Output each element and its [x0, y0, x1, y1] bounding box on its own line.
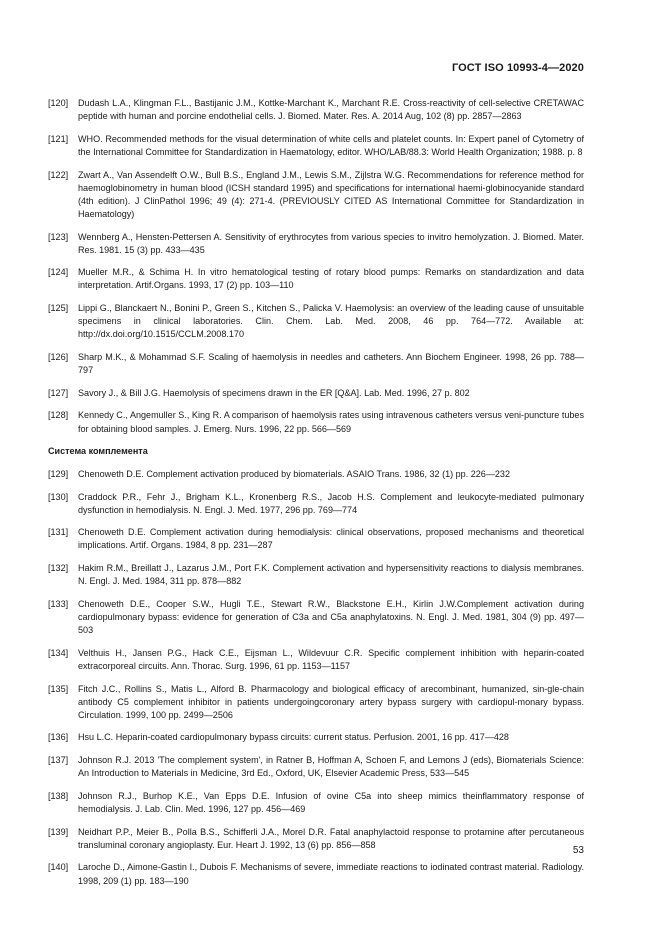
- reference-item: [48, 598, 584, 637]
- reference-text: WHO. Recommended methods for the visual determination of white cells and platelet counts. In: Expert panel of Cytometry of the International Committee for Standardization in Haematology, editor. WHO/LAB/88.3: World Health Organization; 1988. p. 8: [78, 133, 584, 157]
- standard-header: ГОСТ ISO 10993-4—2020: [451, 62, 584, 74]
- reference-item: [48, 169, 584, 221]
- reference-text: Dudash L.A., Klingman F.L., Bastijanic J.M., Kottke-Marchant K., Marchant R.E. Cross-reactivity of cell-selective CRETAWAC peptide with human and porcine endothelial cells. J. Biomed. Mater. Res. A. 2014 Aug, 102 (8) pp. 2857—2863: [78, 98, 584, 122]
- reference-number: [140]: [48, 862, 69, 873]
- reference-item: [48, 562, 584, 588]
- reference-number: [125]: [48, 303, 69, 314]
- reference-number: [130]: [48, 491, 69, 502]
- reference-number: [133]: [48, 598, 69, 609]
- reference-item: [48, 754, 584, 780]
- reference-number: [123]: [48, 231, 69, 242]
- reference-text: Hsu L.C. Heparin-coated cardiopulmonary bypass circuits: current status. Perfusion. 2001, 16 pp. 417—428: [78, 732, 509, 743]
- reference-item: [48, 231, 584, 257]
- reference-text: Kennedy C., Angemuller S., King R. A comparison of haemolysis rates using intravenous catheters versus veni-puncture tubes for obtaining blood samples. J. Emerg. Nurs. 1996, 22 pp. 566—569: [78, 410, 584, 434]
- reference-number: [132]: [48, 563, 69, 574]
- reference-text: Chenoweth D.E., Cooper S.W., Hugli T.E., Stewart R.W., Blackstone E.H., Kirlin J.W.Complement activation during cardiopulmonary bypass: evidence for generation of C3a and C5a anaphylatoxins. N. Engl. J. Med. 1981, 304 (9) pp. 497—503: [78, 598, 584, 636]
- page-number: 53: [572, 845, 584, 856]
- reference-number: [135]: [48, 683, 69, 694]
- reference-text: Sharp M.K., & Mohammad S.F. Scaling of haemolysis in needles and catheters. Ann Biochem Engineer. 1998, 26 pp. 788—797: [78, 351, 584, 376]
- reference-item: [48, 731, 584, 744]
- reference-item: [48, 526, 584, 552]
- reference-number: [138]: [48, 790, 69, 801]
- reference-item: [48, 861, 584, 887]
- reference-text: Wennberg A., Hensten-Pettersen A. Sensitivity of erythrocytes from various species to invitro hemolyzation. J. Biomed. Mater. Res. 1981. 15 (3) pp. 433—435: [78, 231, 584, 255]
- reference-number: [136]: [48, 732, 69, 743]
- reference-text: Craddock P.R., Fehr J., Brigham K.L., Kronenberg R.S., Jacob H.S. Complement and leukocyte-mediated pulmonary dysfunction in hemodialysis. N. Engl. J. Med. 1977, 296 pp. 769—774: [78, 491, 584, 515]
- reference-list: [48, 97, 584, 897]
- reference-text: Mueller M.R., & Schima H. In vitro hematological testing of rotary blood pumps: Remarks on standardization and data interpretation. Artif.Organs. 1993, 17 (2) pp. 103—110: [78, 267, 584, 291]
- reference-item: [48, 133, 584, 159]
- reference-number: [134]: [48, 647, 69, 658]
- reference-item: [48, 790, 584, 816]
- reference-number: [121]: [48, 133, 69, 144]
- reference-number: [120]: [48, 98, 69, 108]
- reference-item: [48, 491, 584, 517]
- reference-text: Neidhart P.P., Meier B., Polla B.S., Schifferli J.A., Morel D.R. Fatal anaphylactoid response to protamine after percutaneous transluminal coronary angioplasty. Eur. Heart J. 1992, 13 (6) pp. 856—858: [78, 826, 584, 850]
- reference-number: [137]: [48, 755, 69, 766]
- reference-text: Johnson R.J. 2013 'The complement system', in Ratner B, Hoffman A, Schoen F, and Lemons J (eds), Biomaterials Science: An Introduction to Materials in Medicine, 3rd Ed., Oxford, UK, Elsevier Academic Press, 533—545: [78, 755, 584, 779]
- reference-number: [129]: [48, 468, 69, 479]
- reference-item: [48, 97, 584, 123]
- reference-item: [48, 302, 584, 341]
- section-title: Система комплемента: [48, 446, 148, 457]
- reference-text: Savory J., & Bill J.G. Haemolysis of specimens drawn in the ER [Q&A]. Lab. Med. 1996, 27 p. 802: [78, 387, 470, 398]
- reference-text: Fitch J.C., Rollins S., Matis L., Alford B. Pharmacology and biological efficacy of arecombinant, humanized, sin-gle-chain antibody C5 complement inhibitor in patients undergoingcoronary artery bypass surgery with cardiopul-monary bypass. Circulation. 1999, 100 pp. 2499—2506: [78, 683, 584, 720]
- reference-number: [127]: [48, 387, 69, 398]
- reference-item: [48, 647, 584, 673]
- reference-item: [48, 468, 584, 481]
- reference-item: [48, 409, 584, 435]
- reference-item: [48, 266, 584, 292]
- reference-text: Johnson R.J., Burhop K.E., Van Epps D.E. Infusion of ovine C5a into sheep mimics theinflammatory response of hemodialysis. J. Lab. Clin. Med. 1996, 127 pp. 456—469: [78, 790, 584, 814]
- reference-item: [48, 826, 584, 852]
- reference-text: Laroche D., Aimone-Gastin I., Dubois F. Mechanisms of severe, immediate reactions to iodinated contrast material. Radiology. 1998, 209 (1) pp. 183—190: [78, 862, 584, 886]
- reference-text: Chenoweth D.E. Complement activation during hemodialysis: clinical observations, proposed mechanisms and theoretical implications. Artif. Organs. 1984, 8 pp. 231—287: [78, 527, 584, 551]
- reference-number: [131]: [48, 527, 69, 538]
- reference-text: Velthuis H., Jansen P.G., Hack C.E., Eijsman L., Wildevuur C.R. Specific complement inhibition with heparin-coated extracorporeal circuits. Ann. Thorac. Surg. 1996, 61 pp. 1153—1157: [78, 647, 584, 671]
- reference-number: [124]: [48, 267, 69, 278]
- reference-number: [128]: [48, 410, 69, 421]
- reference-item: [48, 387, 584, 400]
- reference-text: Chenoweth D.E. Complement activation produced by biomaterials. ASAIO Trans. 1986, 32 (1) pp. 226—232: [78, 468, 510, 479]
- reference-text: Zwart A., Van Assendelft O.W., Bull B.S., England J.M., Lewis S.M., Zijlstra W.G. Recommendations for reference method for haemoglobinometry in human blood (ICSH standard 1995) and specifications for international haemi-globinocyanide standard (4th edition). J ClinPathol 1996; 49 (4): 271-4. (PREVIOUSLY CITED AS International Committee for Standardization in Haematology): [78, 169, 584, 219]
- reference-number: [139]: [48, 826, 69, 837]
- reference-number: [126]: [48, 351, 69, 362]
- reference-item: [48, 351, 584, 377]
- reference-number: [122]: [48, 169, 69, 180]
- reference-text: Hakim R.M., Breillatt J., Lazarus J.M., Port F.K. Complement activation and hypersensitivity reactions to dialysis membranes. N. Engl. J. Med. 1984, 311 pp. 878—882: [78, 563, 584, 587]
- reference-item: [48, 683, 584, 722]
- reference-text: Lippi G., Blanckaert N., Bonini P., Green S., Kitchen S., Palicka V. Haemolysis: an overview of the leading cause of unsuitable specimens in clinical laboratories. Clin. Chem. Lab. Med. 2008, 46 pp. 764—772. Available at: http://dx.doi.org/10.1515/CCLM.2008.170: [78, 303, 584, 340]
